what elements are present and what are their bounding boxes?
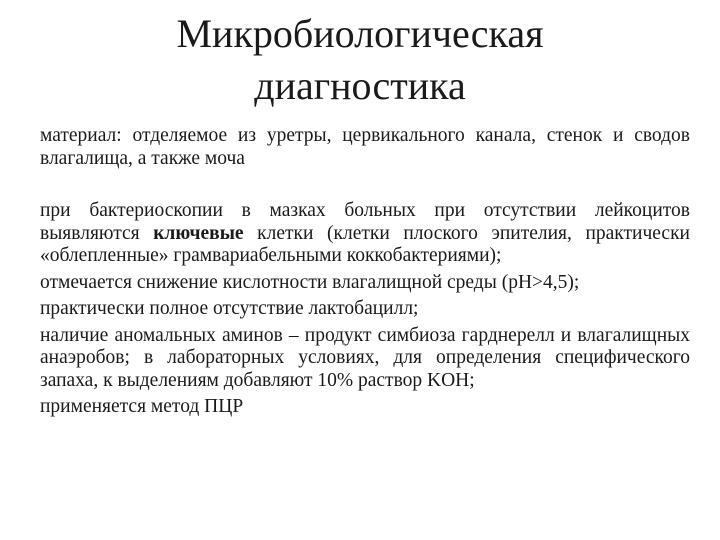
material-paragraph: материал: отделяемое из уретры, цервикального канала, стенок и сводов влагалища, а также моча (40, 125, 690, 169)
bacterioscopy-paragraph (40, 200, 690, 268)
slide-title-line-1: Микробиологическая (176, 11, 544, 56)
slide-title-line-2: диагностика (254, 63, 466, 108)
bacterioscopy-text-start: при бактериоскопии в мазках больных при отсутствии лейкоцитов выявляются (40, 200, 690, 244)
pcr-paragraph: применяется метод ПЦР (40, 396, 244, 417)
amines-paragraph: наличие аномальных аминов – продукт симбиоза гарднерелл и влагалищных анаэробов; в лабораторных условиях, для определения специфического запаха, к выделениям добавляют 10% раствор KOH; (40, 324, 690, 391)
key-cells-bold-term: ключевые (153, 222, 244, 244)
acidity-paragraph: отмечается снижение кислотности влагалищной среды (pH>4,5); (40, 271, 580, 293)
slide-body (40, 125, 690, 419)
bacterioscopy-text-end: клетки (клетки плоского эпителия, практически «облепленные» грамвариабельными коккобактериями); (40, 222, 690, 266)
slide-title (0, 8, 720, 112)
lactobacilli-paragraph: практически полное отсутствие лактобацилл; (40, 298, 419, 319)
